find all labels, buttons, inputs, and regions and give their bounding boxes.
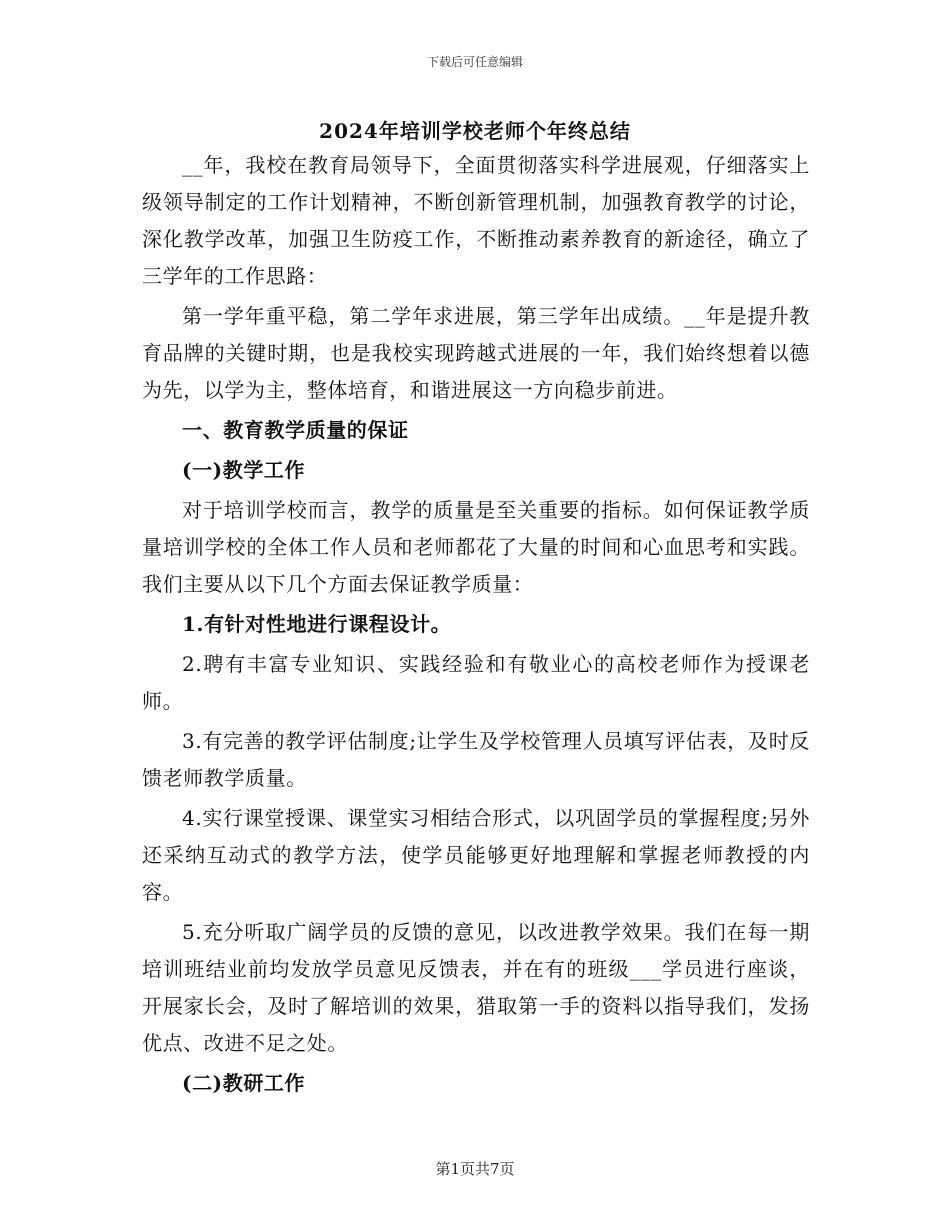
paragraph-three-year-plan: 第一学年重平稳，第二学年求进展，第三学年出成绩。__年是提升教育品牌的关键时期，也是我校实现跨越式进展的一年，我们始终想着以德为先，以学为主，整体培育，和谐进展这一方向稳步前进。 xyxy=(142,304,810,402)
subsection-heading-research: (二)教研工作 xyxy=(182,1071,306,1095)
document-body xyxy=(142,147,810,1102)
document-title: 2024年培训学校老师个年终总结 xyxy=(319,119,631,143)
subsection-heading-teaching: (一)教学工作 xyxy=(182,458,306,482)
section-heading-1: 一、教育教学质量的保证 xyxy=(182,418,409,442)
page-header-note: 下载后可任意编辑 xyxy=(426,55,523,69)
page-number: 第1页共7页 xyxy=(435,1160,515,1178)
list-item-3: 3.有完善的教学评估制度;让学生及学校管理人员填写评估表，及时反馈老师教学质量。 xyxy=(142,729,810,790)
list-item-5: 5.充分听取广阔学员的反馈的意见，以改进教学效果。我们在每一期培训班结业前均发放学员意见反馈表，并在有的班级___学员进行座谈，开展家长会，及时了解培训的效果，猎取第一手的资料以指导我们，发扬优点、改进不足之处。 xyxy=(142,920,810,1055)
paragraph-intro: __年，我校在教育局领导下，全面贯彻落实科学进展观，仔细落实上级领导制定的工作计划精神，不断创新管理机制，加强教育教学的讨论，深化教学改革，加强卫生防疫工作，不断推动素养教育的新途径，确立了三学年的工作思路： xyxy=(142,153,810,288)
list-item-4: 4.实行课堂授课、课堂实习相结合形式，以巩固学员的掌握程度;另外还采纳互动式的教学方法，使学员能够更好地理解和掌握老师教授的内容。 xyxy=(142,806,810,904)
list-item-2: 2.聘有丰富专业知识、实践经验和有敬业心的高校老师作为授课老师。 xyxy=(142,652,810,713)
list-item-1: 1.有针对性地进行课程设计。 xyxy=(182,612,452,636)
paragraph-teaching-quality: 对于培训学校而言，教学的质量是至关重要的指标。如何保证教学质量培训学校的全体工作人员和老师都花了大量的时间和心血思考和实践。我们主要从以下几个方面去保证教学质量： xyxy=(142,498,810,596)
